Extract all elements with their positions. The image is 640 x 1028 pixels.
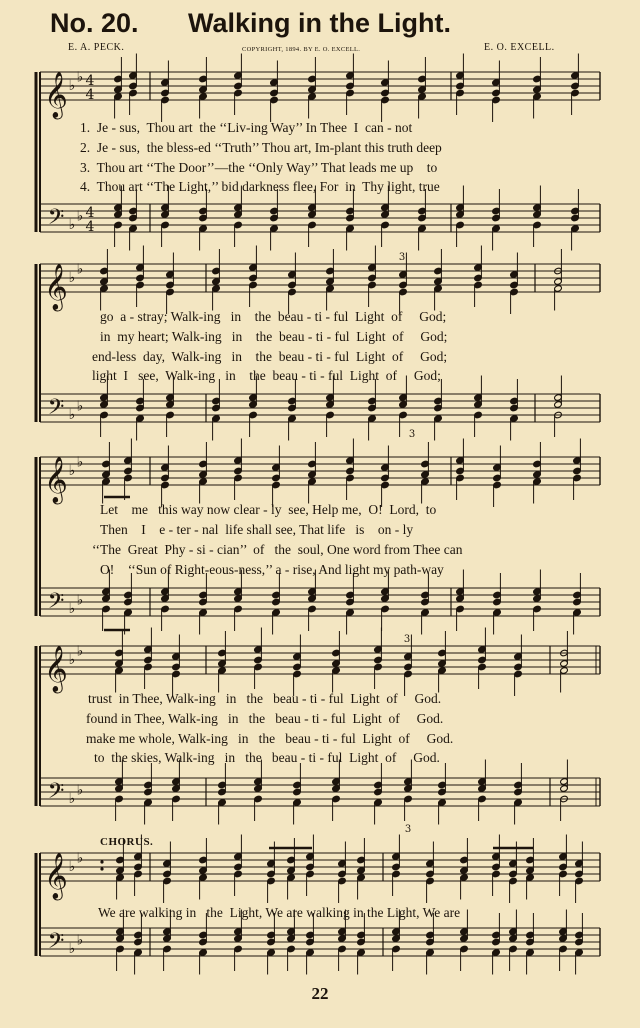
time-signature-top: 4 [85, 73, 95, 89]
flat-sign-icon: ♭ [68, 791, 76, 807]
treble-clef-icon: 𝄞 [44, 72, 68, 118]
flat-sign-icon: ♭ [76, 208, 84, 225]
lyric-line: 1. Je - sus, Thou art the ‘‘Liv-ing Way’’ In Thee I can - not [80, 120, 413, 135]
bass-clef-icon: 𝄢 [47, 929, 65, 959]
chorus-label: CHORUS. [100, 836, 154, 848]
repeat-dot [100, 867, 103, 870]
bass-clef-icon: 𝄢 [47, 395, 65, 425]
flat-sign-icon: ♭ [76, 850, 84, 867]
bass-clef-icon: 𝄢 [47, 589, 65, 619]
lyric-line: light I see, Walk-ing in the beau - ti - ful Light of God; [92, 368, 441, 383]
lyric-line: end-less day, Walk-ing in the beau - ti - ful Light of God; [92, 349, 448, 364]
lyric-line: 4. Thou art ‘‘The Light,’’ bid darkness flee, For in Thy light, true [80, 179, 440, 194]
treble-clef-icon: 𝄞 [44, 264, 68, 310]
copyright-notice: COPYRIGHT, 1894. BY E. O. EXCELL. [242, 46, 361, 53]
flat-sign-icon: ♭ [76, 782, 84, 799]
lyric-line: Then I e - ter - nal life shall see, That life is on - ly [100, 522, 414, 537]
hymn-title: Walking in the Light. [188, 8, 451, 38]
time-signature-bottom: 4 [85, 219, 95, 235]
flat-sign-icon: ♭ [68, 78, 76, 94]
lyric-line: to the skies, Walk-ing in the beau - ti - ful Light of God. [94, 750, 440, 765]
flat-sign-icon: ♭ [76, 932, 84, 949]
flat-sign-icon: ♭ [68, 407, 76, 423]
flat-sign-icon: ♭ [68, 463, 76, 479]
lyric-line: found in Thee, Walk-ing in the beau - ti - ful Light of God. [86, 711, 444, 726]
lyric-line: make me whole, Walk-ing in the beau - ti - ful Light of God. [86, 731, 454, 746]
flat-sign-icon: ♭ [68, 859, 76, 875]
flat-sign-icon: ♭ [76, 592, 84, 609]
triplet-marking: 3 [408, 429, 416, 440]
lyric-line: 3. Thou art ‘‘The Door’’—the ‘‘Only Way’’ That leads me up to [80, 160, 438, 175]
flat-sign-icon: ♭ [76, 261, 84, 278]
time-signature-top: 4 [85, 205, 95, 221]
bass-clef-icon: 𝄢 [47, 779, 65, 809]
treble-clef-icon: 𝄞 [44, 646, 68, 692]
flat-sign-icon: ♭ [68, 270, 76, 286]
page-number: 22 [311, 984, 329, 1003]
treble-clef-icon: 𝄞 [44, 853, 68, 899]
flat-sign-icon: ♭ [76, 454, 84, 471]
author-credit: E. A. PECK. [68, 42, 125, 53]
chorus-lyric-line: We are walking in the Light, We are walking in the Light, We are [98, 905, 461, 920]
triplet-marking: 3 [398, 252, 406, 263]
lyric-line: in my heart; Walk-ing in the beau - ti - ful Light of God; [100, 329, 448, 344]
lyric-line: ‘‘The Great Phy - si - cian’’ of the soul, One word from Thee can [92, 542, 463, 557]
flat-sign-icon: ♭ [68, 217, 76, 233]
time-signature-bottom: 4 [85, 87, 95, 103]
treble-clef-icon: 𝄞 [44, 457, 68, 503]
flat-sign-icon: ♭ [68, 601, 76, 617]
hymn-number: No. 20. [50, 8, 139, 38]
flat-sign-icon: ♭ [68, 652, 76, 668]
lyric-line: 2. Je - sus, the bless-ed ‘‘Truth’’ Thou art, Im-plant this truth deep [80, 140, 442, 155]
flat-sign-icon: ♭ [68, 941, 76, 957]
lyric-line: Let me this way now clear - ly see, Help me, O! Lord, to [100, 502, 437, 517]
repeat-dot [100, 860, 103, 863]
triplet-marking: 3 [403, 634, 411, 645]
flat-sign-icon: ♭ [76, 643, 84, 660]
bass-clef-icon: 𝄢 [47, 205, 65, 235]
lyric-line: go a - stray; Walk-ing in the beau - ti - ful Light of God; [100, 309, 447, 324]
flat-sign-icon: ♭ [76, 69, 84, 86]
lyric-line: O! ‘‘Sun of Right-eous-ness,’’ a - rise, And light my path-way [100, 562, 444, 577]
flat-sign-icon: ♭ [76, 398, 84, 415]
composer-credit: E. O. EXCELL. [484, 42, 555, 53]
lyric-line: trust in Thee, Walk-ing in the beau - ti - ful Light of God. [88, 691, 442, 706]
triplet-marking: 3 [404, 824, 412, 835]
